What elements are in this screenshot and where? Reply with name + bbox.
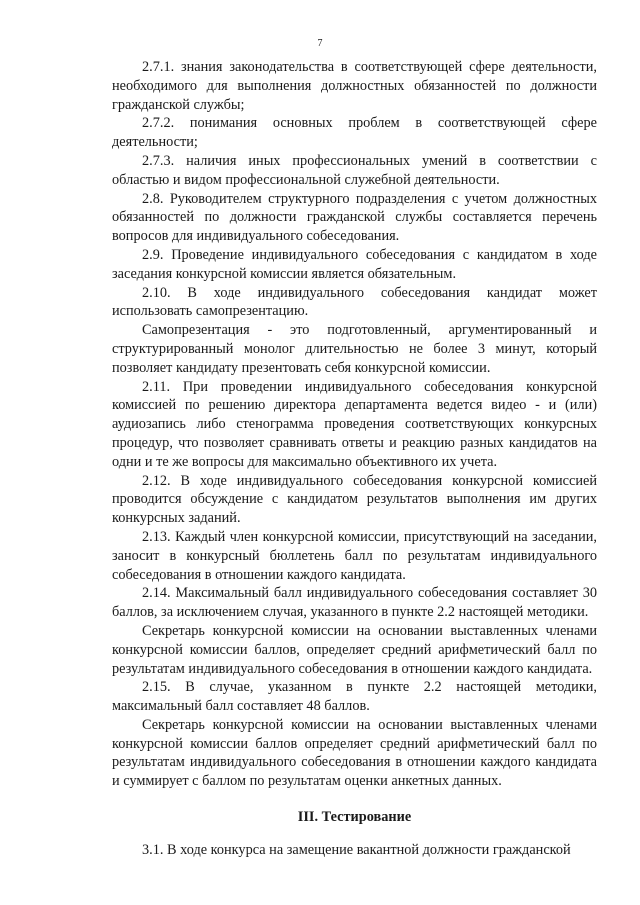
paragraph-2-7-3: 2.7.3. наличия иных профессиональных умений в соответствии с областью и видом профессиональной служебной деятельности. (112, 152, 597, 188)
page-number: 7 (317, 38, 323, 49)
paragraph-2-14: 2.14. Максимальный балл индивидуального собеседования составляет 30 баллов, за исключением случая, указанного в пункте 2.2 настоящей методики. (112, 585, 597, 621)
paragraph-secretary-2: Секретарь конкурсной комиссии на основании выставленных членами конкурсной комиссии баллов определяет средний арифметический балл по результатам индивидуального собеседования в отношении каждого кандидата и суммирует с баллом по результатам оценки анкетных данных. (112, 716, 597, 790)
paragraph-2-13: 2.13. Каждый член конкурсной комиссии, присутствующий на заседании, заносит в конкурсный бюллетень балл по результатам индивидуального собеседования в отношении каждого кандидата. (112, 528, 597, 583)
document-body (112, 58, 597, 860)
paragraph-2-7-1: 2.7.1. знания законодательства в соответствующей сфере деятельности, необходимого для выполнения должностных обязанностей по должности гражданской службы; (112, 59, 597, 113)
paragraph-2-8: 2.8. Руководителем структурного подразделения с учетом должностных обязанностей по должности гражданской службы составляется перечень вопросов для индивидуального собеседования. (112, 190, 597, 245)
paragraph-secretary-1: Секретарь конкурсной комиссии на основании выставленных членами конкурсной комиссии баллов, определяет средний арифметический балл по результатам индивидуального собеседования в отношении каждого кандидата. (112, 622, 597, 677)
paragraph-2-7-2: 2.7.2. понимания основных проблем в соответствующей сфере деятельности; (112, 115, 597, 151)
paragraph-2-11: 2.11. При проведении индивидуального собеседования конкурсной комиссией по решению директора департамента ведется видео - и (или) аудиозапись либо стенограмма проведения соответствующих конкурсных процедур, что позволяет сравнивать ответы и реакцию разных кандидатов на одни и те же вопросы для максимально объективного их учета. (112, 378, 597, 470)
paragraph-2-9: 2.9. Проведение индивидуального собеседования с кандидатом в ходе заседания конкурсной комиссии является обязательным. (112, 246, 597, 282)
paragraph-2-10: 2.10. В ходе индивидуального собеседования кандидат может использовать самопрезентацию. (112, 284, 597, 320)
paragraph-2-12: 2.12. В ходе индивидуального собеседования конкурсной комиссией проводится обсуждение с кандидатом результатов выполнения им других конкурсных заданий. (112, 472, 597, 527)
section-title: III. Тестирование (297, 809, 412, 826)
paragraph-3-1: 3.1. В ходе конкурса на замещение вакантной должности гражданской (142, 841, 571, 858)
paragraph-2-15: 2.15. В случае, указанном в пункте 2.2 настоящей методики, максимальный балл составляет 48 баллов. (112, 679, 597, 715)
paragraph-self-presentation: Самопрезентация - это подготовленный, аргументированный и структурированный монолог длительностью не более 3 минут, который позволяет кандидату презентовать себя конкурсной комиссии. (112, 322, 597, 376)
